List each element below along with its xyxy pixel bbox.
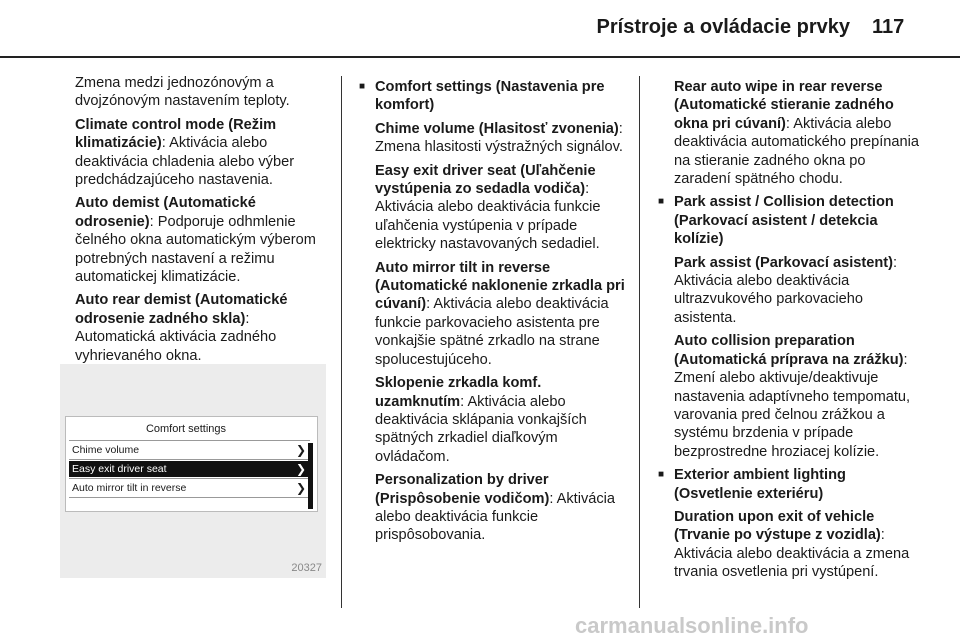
row-divider <box>69 497 310 498</box>
setting-auto-mirror-tilt: Auto mirror tilt in reverse (Automatické naklonenie zrkadla pri cúvaní): Aktivácia alebo deaktivácia funkcie parkovacieho asistenta pre vonkajšie spätné zrkadlo na strane spolucestujúceho. <box>375 259 625 368</box>
setting-auto-demist <box>75 194 325 286</box>
page-title: Prístroje a ovládacie prvky <box>596 16 850 38</box>
setting-chime-volume: Chime volume (Hlasitosť zvonenia): Zmena hlasitosti výstražných signálov. <box>375 120 623 156</box>
column-2 <box>357 78 627 550</box>
column-divider <box>341 76 342 608</box>
column-3 <box>656 78 926 587</box>
menu-row-easy-exit-driver-seat <box>69 461 310 477</box>
display-screen <box>65 416 318 512</box>
menu-row-auto-mirror-tilt <box>69 480 310 496</box>
header-divider <box>0 56 960 58</box>
chevron-right-icon: ❯ <box>295 481 306 495</box>
comfort-settings-figure <box>60 364 326 578</box>
watermark-text: carmanualsonline.info <box>575 613 809 638</box>
setting-rear-auto-wipe: Rear auto wipe in rear reverse (Automatické stieranie zadného okna pri cúvaní): Aktivácia alebo deaktivácia automatického prepínania na stieranie zadného okna po zaradení spätného chodu. <box>674 79 920 188</box>
setting-park-assist: Park assist (Parkovací asistent): Aktivácia alebo deaktivácia ultrazvukového parkovacieho asistenta. <box>674 254 898 326</box>
chevron-right-icon: ❯ <box>295 443 306 457</box>
menu-row-label: Chime volume <box>72 444 140 456</box>
setting-auto-collision-preparation: Auto collision preparation (Automatická príprava na zrážku): Zmení alebo aktivuje/deaktivuje nastavenia adaptívneho tempomatu, varovania pred čelnou zrážkou a systému brzdenia v prípade bezprostredne hroziacej kolízie. <box>674 333 911 460</box>
setting-desc: : Aktivácia alebo deaktivácia chladenia alebo výber predchádzajúceho nastavenia. <box>75 135 295 189</box>
setting-duration-upon-exit: Duration upon exit of vehicle (Trvanie po výstupe z vozidla): Aktivácia alebo deaktivácia a zmena trvania osvetlenia pri vystúpení. <box>674 508 910 581</box>
row-divider <box>69 459 310 460</box>
setting-climate-control-mode <box>75 116 325 190</box>
screen-scrollbar <box>308 443 313 509</box>
setting-term: Climate control mode (Režim klimatizácie) <box>75 116 277 152</box>
setting-term: Auto demist (Automatické odrosenie) <box>75 195 256 230</box>
menu-row-label: Auto mirror tilt in reverse <box>72 482 187 494</box>
bullet-comfort-settings: ■ Comfort settings (Nastavenia pre komfort) <box>357 78 627 115</box>
chevron-right-icon: ❯ <box>295 462 306 476</box>
column-1 <box>75 74 325 370</box>
column-divider <box>639 76 640 608</box>
row-divider <box>69 478 310 479</box>
setting-personalization: Personalization by driver (Prispôsobenie vodičom): Aktivácia alebo deaktivácia funkcie prispôsobovania. <box>375 472 616 544</box>
setting-auto-rear-demist <box>75 291 325 365</box>
intro-text: Zmena medzi jednozónovým a dvojzónovým nastavením teploty. <box>75 75 290 110</box>
setting-term: Auto rear demist (Automatické odrosenie zadného skla) <box>75 292 288 327</box>
menu-row-chime-volume <box>69 442 310 458</box>
setting-desc: : Podporuje odhmlenie čelného okna automatickým výberom potrebných nastavení a režimu automatickej klimatizácie. <box>75 213 316 286</box>
bullet-exterior-lighting: ■ Exterior ambient lighting (Osvetlenie exteriéru) <box>656 466 926 503</box>
page-number: 117 <box>872 16 905 38</box>
bullet-park-assist: ■ Park assist / Collision detection (Parkovací asistent / detekcia kolízie) <box>656 193 926 248</box>
menu-row-label: Easy exit driver seat <box>72 463 167 475</box>
setting-desc: : Automatická aktivácia zadného vyhrievaného okna. <box>75 310 277 364</box>
setting-easy-exit-driver-seat: Easy exit driver seat (Uľahčenie vystúpenia zo sedadla vodiča): Aktivácia alebo deaktivácia funkcie uľahčenia vystúpenia v prípade elektricky nastavovaných sedadiel. <box>375 162 601 253</box>
setting-mirror-fold: Sklopenie zrkadla komf. uzamknutím: Aktivácia alebo deaktivácia sklápania vonkajších spätných zrkadiel diaľkovým ovládačom. <box>375 375 587 465</box>
row-divider <box>69 440 310 441</box>
screen-title: Comfort settings <box>145 423 227 435</box>
figure-number: 20327 <box>291 562 322 574</box>
